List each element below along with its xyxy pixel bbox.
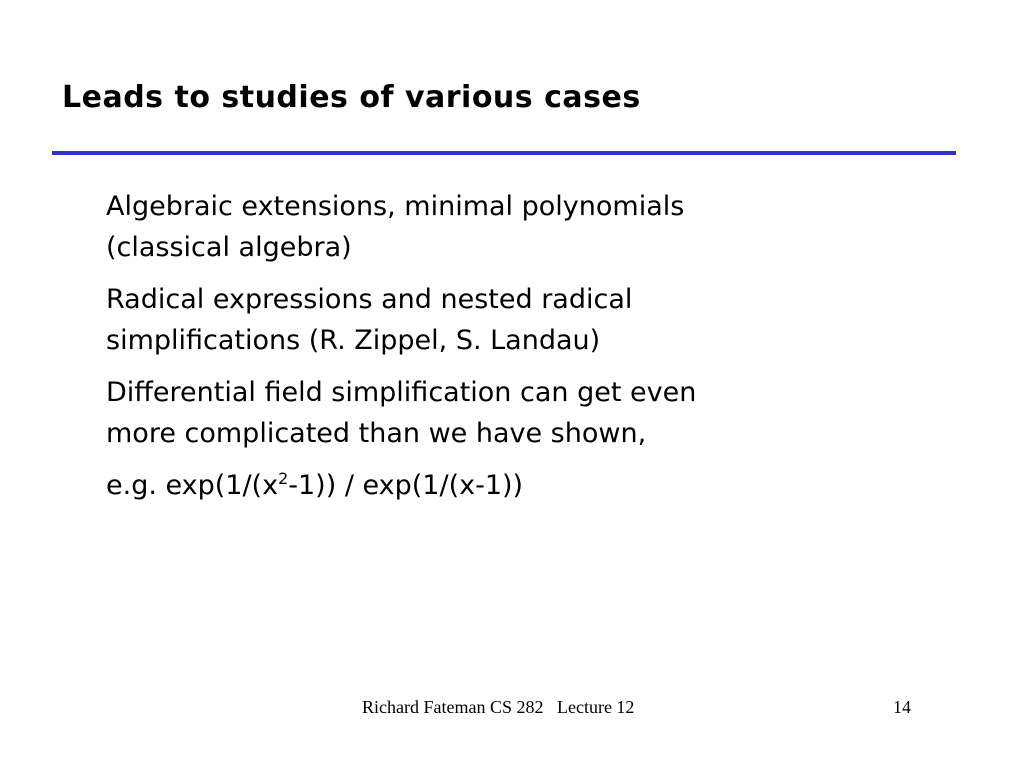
bullet-line: Algebraic extensions, minimal polynomials: [106, 191, 685, 222]
bullet-item: [106, 279, 906, 361]
example-formula: [106, 465, 906, 506]
bullet-line: more complicated than we have shown,: [106, 418, 647, 449]
superscript-exponent: 2: [278, 469, 289, 488]
example-formula-end: -1)) / exp(1/(x-1)): [288, 470, 524, 501]
page-number: 14: [893, 697, 911, 717]
footer-text: Richard Fateman CS 282 Lecture 12: [362, 697, 635, 717]
bullet-list: [106, 186, 906, 517]
bullet-item: [106, 372, 906, 454]
bullet-line: simplifications (R. Zippel, S. Landau): [106, 325, 601, 356]
bullet-line: (classical algebra): [106, 232, 352, 263]
slide-title: Leads to studies of various cases: [62, 80, 641, 115]
bullet-line: Differential field simplification can get even: [106, 377, 697, 408]
title-divider: [52, 151, 956, 155]
bullet-item: [106, 186, 906, 268]
bullet-line: Radical expressions and nested radical: [106, 284, 633, 315]
example-formula-start: e.g. exp(1/(x: [106, 470, 279, 501]
